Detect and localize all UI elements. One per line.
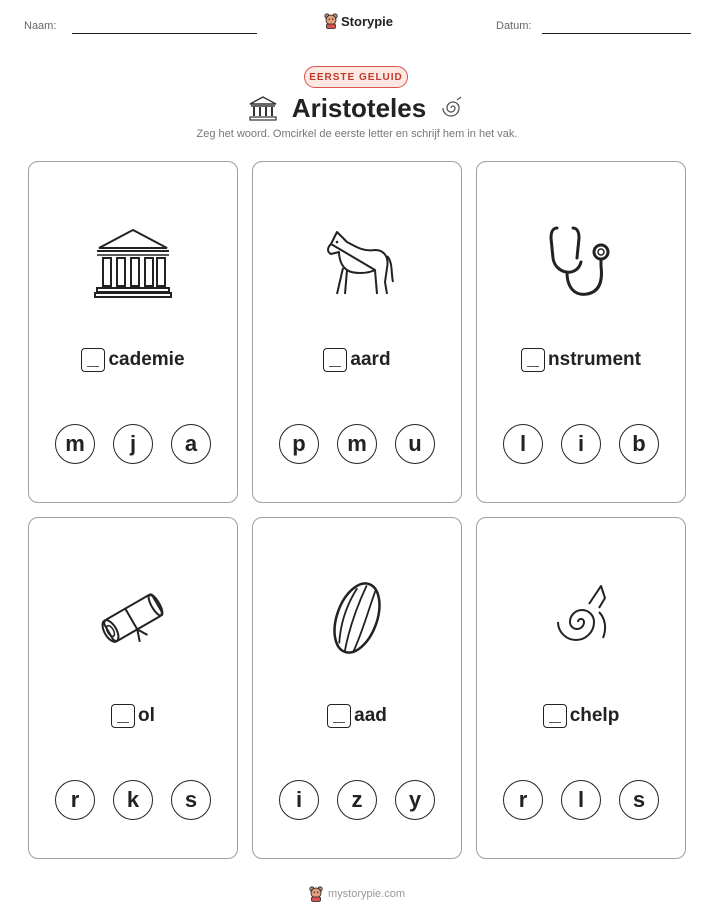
card-illustration [477, 578, 685, 658]
letter-option[interactable]: j [113, 424, 153, 464]
letter-option[interactable]: p [279, 424, 319, 464]
card-illustration [29, 578, 237, 658]
stethoscope-icon [541, 222, 621, 302]
category-badge: EERSTE GELUID [304, 66, 408, 88]
worksheet-header [0, 0, 714, 50]
word-card [252, 517, 462, 859]
card-word [29, 704, 237, 728]
card-illustration [477, 222, 685, 302]
date-field[interactable] [542, 33, 691, 34]
scroll-icon [93, 578, 173, 658]
seed-icon [317, 578, 397, 658]
letter-option[interactable]: y [395, 780, 435, 820]
card-illustration [29, 222, 237, 302]
card-word [477, 704, 685, 728]
letter-option[interactable]: r [503, 780, 543, 820]
letter-option[interactable]: z [337, 780, 377, 820]
brand-logo [324, 13, 393, 29]
letter-option[interactable]: b [619, 424, 659, 464]
word-ending: cademie [108, 349, 185, 370]
card-word [477, 348, 685, 372]
letter-option[interactable]: s [619, 780, 659, 820]
card-word [253, 704, 461, 728]
word-ending: aard [350, 349, 391, 370]
footer-url: mystorypie.com [327, 888, 406, 900]
word-card [476, 161, 686, 503]
letter-option[interactable]: l [503, 424, 543, 464]
page-title: Aristoteles [291, 92, 427, 123]
shell-icon [541, 578, 621, 658]
letter-options [253, 424, 461, 464]
bear-icon [324, 13, 338, 29]
letter-option[interactable]: m [55, 424, 95, 464]
brand-name: Storypie [341, 13, 394, 29]
title-row [0, 92, 714, 124]
card-illustration [253, 222, 461, 302]
word-ending: nstrument [548, 349, 641, 370]
word-ending: chelp [569, 705, 620, 726]
card-word [253, 348, 461, 372]
letter-box[interactable] [111, 704, 135, 728]
letter-box[interactable] [323, 348, 347, 372]
letter-option[interactable]: m [337, 424, 377, 464]
letter-option[interactable]: k [113, 780, 153, 820]
instructions: Zeg het woord. Omcirkel de eerste letter en schrijf hem in het vak. [196, 128, 518, 140]
letter-option[interactable]: l [561, 780, 601, 820]
name-field[interactable] [72, 33, 257, 34]
letter-option[interactable]: a [171, 424, 211, 464]
temple-icon [248, 94, 278, 122]
letter-option[interactable]: s [171, 780, 211, 820]
card-illustration [253, 578, 461, 658]
letter-options [29, 424, 237, 464]
letter-options [253, 780, 461, 820]
letter-box[interactable] [81, 348, 105, 372]
temple-icon [93, 222, 173, 302]
card-word [29, 348, 237, 372]
word-card [476, 517, 686, 859]
letter-option[interactable]: u [395, 424, 435, 464]
letter-options [477, 780, 685, 820]
letter-option[interactable]: r [55, 780, 95, 820]
date-label: Datum: [496, 20, 532, 32]
word-ending: ol [138, 705, 155, 726]
letter-option[interactable]: i [561, 424, 601, 464]
word-card [28, 517, 238, 859]
word-card [28, 161, 238, 503]
letter-options [29, 780, 237, 820]
word-card [252, 161, 462, 503]
name-label: Naam: [24, 20, 57, 32]
footer [0, 886, 714, 902]
letter-option[interactable]: i [279, 780, 319, 820]
letter-box[interactable] [521, 348, 545, 372]
horse-icon [317, 222, 397, 302]
word-ending: aad [354, 705, 387, 726]
shell-icon [440, 95, 466, 121]
letter-box[interactable] [543, 704, 567, 728]
letter-box[interactable] [327, 704, 351, 728]
letter-options [477, 424, 685, 464]
bear-icon [309, 886, 323, 902]
